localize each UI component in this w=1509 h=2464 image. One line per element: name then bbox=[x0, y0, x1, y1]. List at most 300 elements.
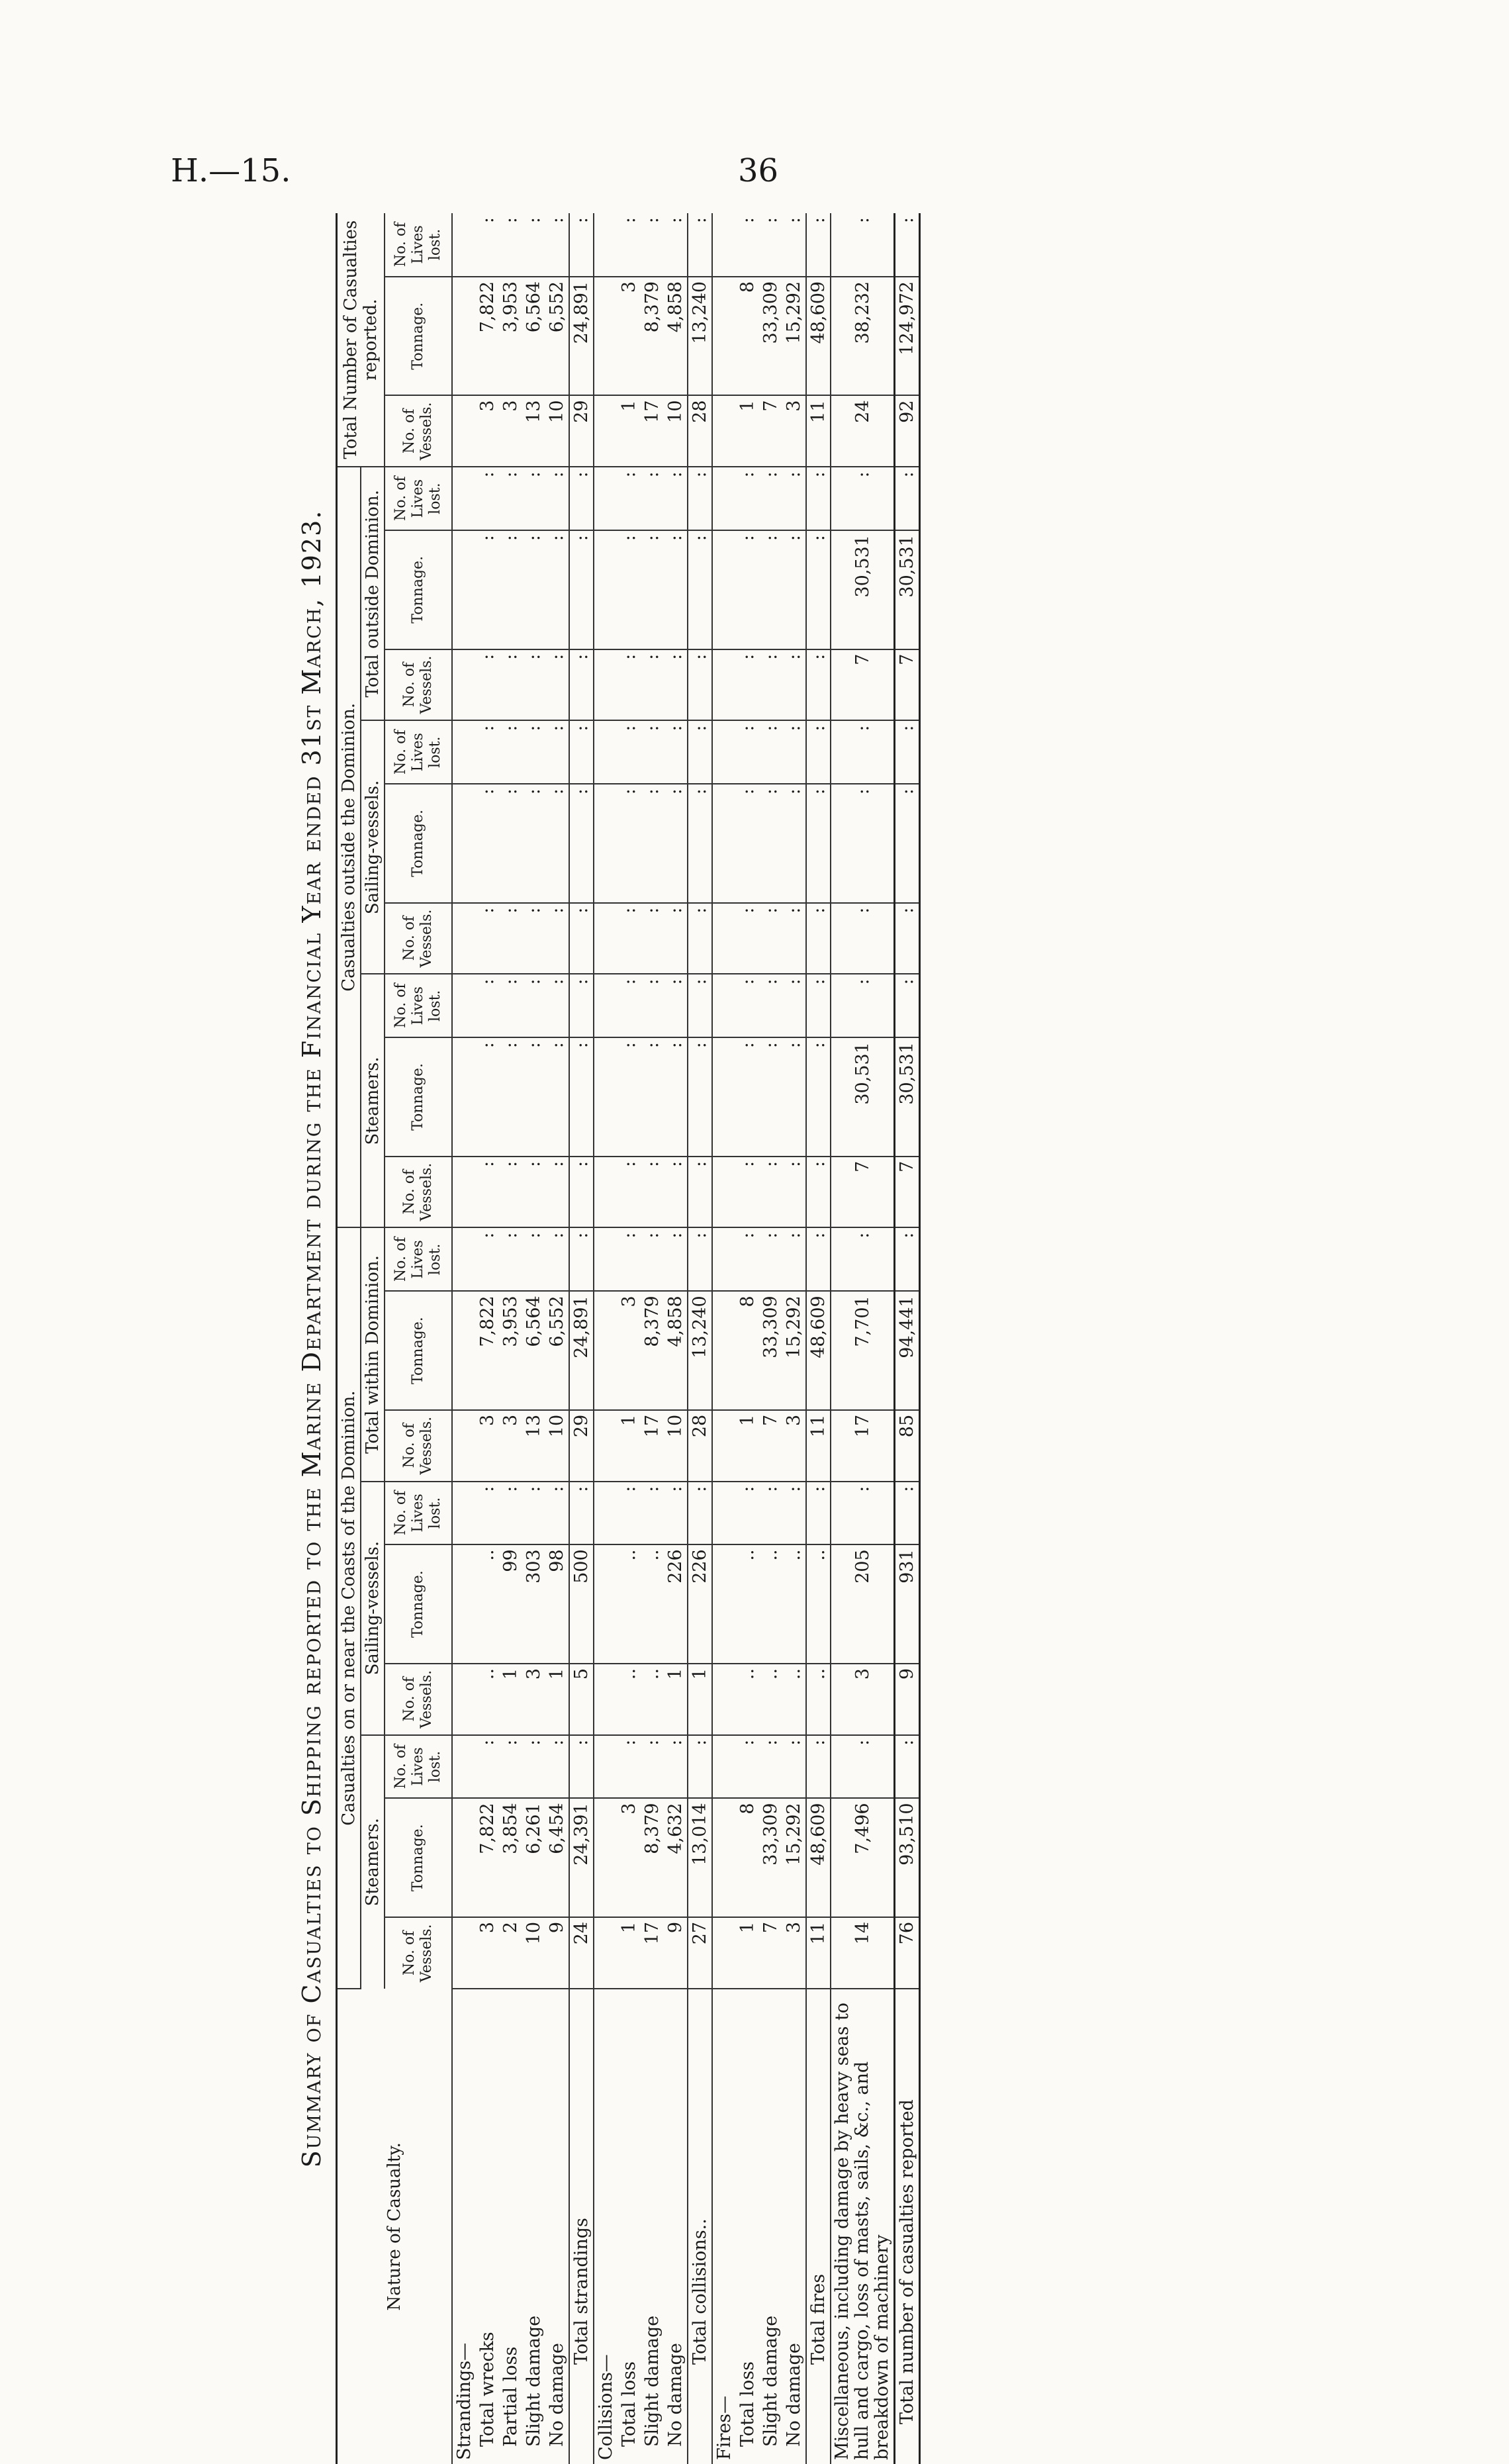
empty-cell bbox=[712, 784, 736, 903]
cell-sv_t: .. bbox=[806, 1544, 831, 1664]
subheader-vessels: No. of Vessels. bbox=[385, 1157, 452, 1228]
empty-cell bbox=[452, 1157, 476, 1228]
cell-sv_l: : bbox=[569, 1482, 594, 1545]
cell-tw_v: 29 bbox=[569, 1410, 594, 1482]
cell-st_l: : bbox=[617, 1735, 641, 1799]
cell-tw_t: 15,292 bbox=[782, 1291, 806, 1410]
table-row bbox=[759, 213, 782, 2464]
cell-tot_v: 3 bbox=[782, 395, 806, 467]
cell-ost_v: : bbox=[476, 1157, 499, 1228]
cell-tw_t: 6,564 bbox=[522, 1291, 545, 1410]
subheader-lives: No. of Lives lost. bbox=[385, 467, 452, 530]
cell-tot_v: 92 bbox=[895, 395, 920, 467]
empty-cell bbox=[712, 1664, 736, 1735]
empty-cell bbox=[452, 1735, 476, 1799]
cell-st_v: 27 bbox=[688, 1917, 712, 1989]
empty-cell bbox=[712, 1037, 736, 1157]
cell-to_l: : bbox=[759, 467, 782, 530]
cell-st_v: 9 bbox=[545, 1917, 569, 1989]
empty-cell bbox=[452, 974, 476, 1037]
table-row bbox=[895, 213, 920, 2464]
cell-tw_l: : bbox=[545, 1227, 569, 1291]
cell-tot_l: : bbox=[545, 213, 569, 277]
cell-sv_l: : bbox=[782, 1482, 806, 1545]
cell-tot_t: 4,858 bbox=[664, 277, 688, 396]
cell-tw_t: 3,953 bbox=[499, 1291, 522, 1410]
cell-osv_t: : bbox=[569, 784, 594, 903]
empty-cell bbox=[594, 649, 617, 721]
cell-sv_t: .. bbox=[759, 1544, 782, 1664]
cell-to_l: : bbox=[522, 467, 545, 530]
cell-st_v: 11 bbox=[806, 1917, 831, 1989]
empty-cell bbox=[594, 277, 617, 396]
cell-to_v: : bbox=[736, 649, 759, 721]
cell-tot_v: 3 bbox=[499, 395, 522, 467]
cell-tot_l: : bbox=[522, 213, 545, 277]
cell-tot_l: : bbox=[569, 213, 594, 277]
empty-cell bbox=[712, 1544, 736, 1664]
cell-ost_l: : bbox=[688, 974, 712, 1037]
empty-cell bbox=[452, 1798, 476, 1917]
cell-st_l: : bbox=[782, 1735, 806, 1799]
cell-st_t: 48,609 bbox=[806, 1798, 831, 1917]
cell-ost_v: : bbox=[499, 1157, 522, 1228]
row-label: No damage bbox=[784, 2343, 804, 2447]
cell-tot_l: : bbox=[641, 213, 664, 277]
section-row bbox=[594, 213, 617, 2464]
cell-osv_l: : bbox=[688, 720, 712, 784]
cell-to_v: : bbox=[806, 649, 831, 721]
cell-sv_t: .. bbox=[782, 1544, 806, 1664]
cell-st_l: : bbox=[806, 1735, 831, 1799]
cell-tw_v: 10 bbox=[664, 1410, 688, 1482]
subheader-lives: No. of Lives lost. bbox=[385, 1227, 452, 1291]
cell-tw_v: 7 bbox=[759, 1410, 782, 1482]
cell-tot_t: 24,891 bbox=[569, 277, 594, 396]
empty-cell bbox=[712, 1291, 736, 1410]
cell-tw_l: : bbox=[782, 1227, 806, 1291]
cell-tot_t: 38,232 bbox=[831, 277, 895, 396]
cell-tw_l: : bbox=[499, 1227, 522, 1291]
cell-st_l: : bbox=[664, 1735, 688, 1799]
cell-to_v: : bbox=[759, 649, 782, 721]
cell-sv_t: 500 bbox=[569, 1544, 594, 1664]
cell-osv_l: : bbox=[664, 720, 688, 784]
cell-sv_v: .. bbox=[617, 1664, 641, 1735]
cell-sv_v: 3 bbox=[522, 1664, 545, 1735]
cell-tot_v: 10 bbox=[664, 395, 688, 467]
row-label: Total loss bbox=[737, 2361, 758, 2447]
empty-cell bbox=[712, 1735, 736, 1799]
empty-cell bbox=[452, 1544, 476, 1664]
cell-sv_v: 5 bbox=[569, 1664, 594, 1735]
subheader-lives: No. of Lives lost. bbox=[385, 974, 452, 1037]
empty-cell bbox=[594, 395, 617, 467]
cell-to_v: : bbox=[522, 649, 545, 721]
empty-cell bbox=[452, 530, 476, 649]
cell-sv_v: 1 bbox=[664, 1664, 688, 1735]
empty-cell bbox=[712, 1410, 736, 1482]
cell-osv_l: : bbox=[641, 720, 664, 784]
empty-cell bbox=[712, 903, 736, 974]
cell-to_l: : bbox=[806, 467, 831, 530]
empty-cell bbox=[594, 1544, 617, 1664]
cell-st_t: 4,632 bbox=[664, 1798, 688, 1917]
cell-osv_v: : bbox=[831, 903, 895, 974]
empty-cell bbox=[712, 530, 736, 649]
cell-to_v: : bbox=[476, 649, 499, 721]
cell-st_v: 7 bbox=[759, 1917, 782, 1989]
cell-ost_t: : bbox=[641, 1037, 664, 1157]
cell-osv_l: : bbox=[545, 720, 569, 784]
cell-st_v: 9 bbox=[664, 1917, 688, 1989]
empty-cell bbox=[712, 1917, 736, 1989]
cell-ost_t: 30,531 bbox=[895, 1037, 920, 1157]
empty-cell bbox=[594, 784, 617, 903]
cell-sv_v: 3 bbox=[831, 1664, 895, 1735]
table-row bbox=[476, 213, 499, 2464]
cell-ost_v: : bbox=[806, 1157, 831, 1228]
cell-to_v: 7 bbox=[895, 649, 920, 721]
cell-osv_l: : bbox=[617, 720, 641, 784]
cell-st_l: : bbox=[688, 1735, 712, 1799]
empty-cell bbox=[594, 467, 617, 530]
cell-tot_l: : bbox=[736, 213, 759, 277]
cell-ost_v: : bbox=[736, 1157, 759, 1228]
cell-st_v: 2 bbox=[499, 1917, 522, 1989]
cell-osv_v: : bbox=[895, 903, 920, 974]
cell-tot_v: 10 bbox=[545, 395, 569, 467]
cell-osv_v: : bbox=[545, 903, 569, 974]
cell-st_t: 6,454 bbox=[545, 1798, 569, 1917]
cell-ost_l: : bbox=[545, 974, 569, 1037]
empty-cell bbox=[452, 1291, 476, 1410]
cell-tw_l: : bbox=[476, 1227, 499, 1291]
cell-tw_t: 7,822 bbox=[476, 1291, 499, 1410]
cell-st_l: : bbox=[476, 1735, 499, 1799]
empty-cell bbox=[594, 1157, 617, 1228]
cell-osv_t: : bbox=[476, 784, 499, 903]
cell-sv_t: 226 bbox=[688, 1544, 712, 1664]
cell-sv_l: : bbox=[688, 1482, 712, 1545]
cell-tw_v: 11 bbox=[806, 1410, 831, 1482]
page-number: 36 bbox=[738, 152, 779, 189]
cell-tot_l: : bbox=[664, 213, 688, 277]
cell-tot_t: 3 bbox=[617, 277, 641, 396]
cell-sv_v: 9 bbox=[895, 1664, 920, 1735]
table-row bbox=[617, 213, 641, 2464]
cell-st_t: 7,822 bbox=[476, 1798, 499, 1917]
row-label: Slight damage bbox=[524, 2315, 544, 2447]
cell-tot_l: : bbox=[617, 213, 641, 277]
cell-sv_v: 1 bbox=[688, 1664, 712, 1735]
cell-osv_v: : bbox=[688, 903, 712, 974]
cell-sv_v: .. bbox=[782, 1664, 806, 1735]
cell-st_t: 33,309 bbox=[759, 1798, 782, 1917]
cell-ost_v: : bbox=[759, 1157, 782, 1228]
cell-sv_l: : bbox=[895, 1482, 920, 1545]
cell-ost_v: : bbox=[545, 1157, 569, 1228]
cell-ost_l: : bbox=[499, 974, 522, 1037]
empty-cell bbox=[452, 1482, 476, 1545]
cell-ost_v: : bbox=[617, 1157, 641, 1228]
empty-cell bbox=[594, 903, 617, 974]
cell-osv_t: : bbox=[617, 784, 641, 903]
cell-to_t: : bbox=[806, 530, 831, 649]
cell-tot_v: 11 bbox=[806, 395, 831, 467]
header-on-coasts: Casualties on or near the Coasts of the Dominion. bbox=[337, 1227, 361, 1988]
cell-sv_v: 1 bbox=[545, 1664, 569, 1735]
cell-osv_t: : bbox=[499, 784, 522, 903]
cell-tw_v: 3 bbox=[499, 1410, 522, 1482]
cell-ost_v: : bbox=[522, 1157, 545, 1228]
cell-tw_t: 48,609 bbox=[806, 1291, 831, 1410]
empty-cell bbox=[594, 974, 617, 1037]
header-total-outside: Total outside Dominion. bbox=[361, 467, 385, 720]
cell-tw_t: 4,858 bbox=[664, 1291, 688, 1410]
empty-cell bbox=[712, 395, 736, 467]
cell-tw_t: 8,379 bbox=[641, 1291, 664, 1410]
cell-osv_l: : bbox=[806, 720, 831, 784]
cell-osv_t: : bbox=[641, 784, 664, 903]
cell-osv_v: : bbox=[759, 903, 782, 974]
cell-tot_l: : bbox=[806, 213, 831, 277]
cell-tot_l: : bbox=[476, 213, 499, 277]
cell-sv_t: .. bbox=[476, 1544, 499, 1664]
empty-cell bbox=[452, 1410, 476, 1482]
table-row bbox=[641, 213, 664, 2464]
cell-ost_v: : bbox=[688, 1157, 712, 1228]
table-row bbox=[736, 213, 759, 2464]
cell-osv_l: : bbox=[831, 720, 895, 784]
cell-osv_l: : bbox=[895, 720, 920, 784]
cell-ost_t: : bbox=[688, 1037, 712, 1157]
cell-tw_t: 33,309 bbox=[759, 1291, 782, 1410]
page-header bbox=[0, 152, 1509, 205]
cell-tot_t: 124,972 bbox=[895, 277, 920, 396]
cell-ost_t: : bbox=[499, 1037, 522, 1157]
cell-ost_l: : bbox=[831, 974, 895, 1037]
cell-tot_t: 8 bbox=[736, 277, 759, 396]
cell-osv_t: : bbox=[782, 784, 806, 903]
empty-cell bbox=[452, 1664, 476, 1735]
cell-tw_t: 8 bbox=[736, 1291, 759, 1410]
empty-cell bbox=[712, 1798, 736, 1917]
subheader-vessels: No. of Vessels. bbox=[385, 1917, 452, 1989]
cell-st_l: : bbox=[831, 1735, 895, 1799]
subheader-tonnage: Tonnage. bbox=[385, 784, 452, 903]
cell-tw_t: 24,891 bbox=[569, 1291, 594, 1410]
cell-to_t: : bbox=[782, 530, 806, 649]
cell-ost_l: : bbox=[569, 974, 594, 1037]
table-row bbox=[664, 213, 688, 2464]
document-reference: H.—15. bbox=[171, 152, 291, 189]
row-label: Miscellaneous, including damage by heavy seas to hull and cargo, loss of masts, sails, &c., and breakdown of machinery bbox=[832, 2002, 892, 2460]
cell-to_l: : bbox=[688, 467, 712, 530]
empty-cell bbox=[452, 1037, 476, 1157]
cell-to_t: 30,531 bbox=[895, 530, 920, 649]
cell-to_v: : bbox=[782, 649, 806, 721]
cell-to_l: : bbox=[831, 467, 895, 530]
cell-tw_v: 13 bbox=[522, 1410, 545, 1482]
cell-ost_t: : bbox=[782, 1037, 806, 1157]
cell-osv_t: : bbox=[736, 784, 759, 903]
empty-cell bbox=[594, 1735, 617, 1799]
cell-osv_v: : bbox=[617, 903, 641, 974]
subheader-vessels: No. of Vessels. bbox=[385, 1410, 452, 1482]
cell-tw_l: : bbox=[736, 1227, 759, 1291]
empty-cell bbox=[594, 1227, 617, 1291]
table-row bbox=[522, 213, 545, 2464]
header-steamers-outside: Steamers. bbox=[361, 974, 385, 1227]
cell-tw_l: : bbox=[641, 1227, 664, 1291]
empty-cell bbox=[452, 720, 476, 784]
cell-sv_v: .. bbox=[641, 1664, 664, 1735]
cell-osv_l: : bbox=[782, 720, 806, 784]
cell-ost_v: : bbox=[569, 1157, 594, 1228]
cell-ost_v: : bbox=[782, 1157, 806, 1228]
cell-ost_l: : bbox=[895, 974, 920, 1037]
subheader-tonnage: Tonnage. bbox=[385, 1037, 452, 1157]
cell-osv_v: : bbox=[569, 903, 594, 974]
subheader-vessels: No. of Vessels. bbox=[385, 903, 452, 974]
cell-tot_t: 13,240 bbox=[688, 277, 712, 396]
table-row bbox=[545, 213, 569, 2464]
cell-tot_l: : bbox=[895, 213, 920, 277]
cell-ost_t: 30,531 bbox=[831, 1037, 895, 1157]
section-heading: Collisions— bbox=[596, 2354, 616, 2460]
subheader-lives: No. of Lives lost. bbox=[385, 720, 452, 784]
cell-sv_l: : bbox=[499, 1482, 522, 1545]
cell-to_v: : bbox=[569, 649, 594, 721]
cell-tw_v: 17 bbox=[641, 1410, 664, 1482]
cell-to_t: : bbox=[641, 530, 664, 649]
cell-sv_l: : bbox=[759, 1482, 782, 1545]
empty-cell bbox=[712, 649, 736, 721]
row-label: Total collisions.. bbox=[688, 1989, 712, 2464]
cell-ost_l: : bbox=[476, 974, 499, 1037]
row-label: Slight damage bbox=[760, 2315, 781, 2447]
cell-st_v: 17 bbox=[641, 1917, 664, 1989]
cell-tw_l: : bbox=[806, 1227, 831, 1291]
cell-tw_l: : bbox=[569, 1227, 594, 1291]
cell-to_t: : bbox=[476, 530, 499, 649]
cell-to_t: : bbox=[499, 530, 522, 649]
cell-to_l: : bbox=[569, 467, 594, 530]
cell-tw_l: : bbox=[759, 1227, 782, 1291]
header-outside: Casualties outside the Dominion. bbox=[337, 467, 361, 1227]
cell-osv_v: : bbox=[664, 903, 688, 974]
cell-osv_t: : bbox=[759, 784, 782, 903]
cell-sv_v: 1 bbox=[499, 1664, 522, 1735]
cell-to_t: : bbox=[522, 530, 545, 649]
cell-sv_t: .. bbox=[736, 1544, 759, 1664]
row-label: Total wrecks bbox=[477, 2332, 498, 2447]
cell-to_l: : bbox=[782, 467, 806, 530]
section-row bbox=[712, 213, 736, 2464]
cell-ost_v: : bbox=[641, 1157, 664, 1228]
cell-st_v: 24 bbox=[569, 1917, 594, 1989]
cell-ost_l: : bbox=[759, 974, 782, 1037]
cell-to_v: : bbox=[617, 649, 641, 721]
cell-st_l: : bbox=[499, 1735, 522, 1799]
empty-cell bbox=[452, 277, 476, 396]
cell-tot_l: : bbox=[782, 213, 806, 277]
cell-sv_l: : bbox=[522, 1482, 545, 1545]
table-row bbox=[499, 213, 522, 2464]
cell-st_l: : bbox=[736, 1735, 759, 1799]
cell-osv_t: : bbox=[806, 784, 831, 903]
cell-sv_v: .. bbox=[806, 1664, 831, 1735]
row-label: Partial loss bbox=[500, 2346, 521, 2447]
table-row bbox=[806, 213, 831, 2464]
cell-ost_t: : bbox=[736, 1037, 759, 1157]
cell-osv_v: : bbox=[782, 903, 806, 974]
subheader-tonnage: Tonnage. bbox=[385, 1291, 452, 1410]
cell-sv_t: 303 bbox=[522, 1544, 545, 1664]
cell-osv_v: : bbox=[522, 903, 545, 974]
header-nature: Nature of Casualty. bbox=[337, 1989, 453, 2464]
header-sailing-outside: Sailing-vessels. bbox=[361, 720, 385, 974]
cell-st_t: 3,854 bbox=[499, 1798, 522, 1917]
row-label: Total fires bbox=[806, 1989, 831, 2464]
cell-st_l: : bbox=[895, 1735, 920, 1799]
empty-cell bbox=[594, 530, 617, 649]
cell-tw_l: : bbox=[895, 1227, 920, 1291]
cell-ost_l: : bbox=[806, 974, 831, 1037]
cell-tw_t: 13,240 bbox=[688, 1291, 712, 1410]
table-row bbox=[782, 213, 806, 2464]
cell-sv_t: 931 bbox=[895, 1544, 920, 1664]
row-label: No damage bbox=[665, 2343, 686, 2447]
cell-to_t: : bbox=[545, 530, 569, 649]
table-title: Summary of Casualties to Shipping reported to the Marine Department during the Financial Year ended 31st March, 1923. bbox=[297, 509, 326, 2168]
row-label: Total loss bbox=[619, 2361, 639, 2447]
cell-tw_v: 10 bbox=[545, 1410, 569, 1482]
cell-ost_t: : bbox=[617, 1037, 641, 1157]
cell-tw_t: 3 bbox=[617, 1291, 641, 1410]
cell-tw_t: 6,552 bbox=[545, 1291, 569, 1410]
cell-sv_l: : bbox=[664, 1482, 688, 1545]
cell-st_t: 93,510 bbox=[895, 1798, 920, 1917]
cell-sv_t: 205 bbox=[831, 1544, 895, 1664]
cell-ost_v: 7 bbox=[831, 1157, 895, 1228]
table-row bbox=[831, 213, 895, 2464]
cell-tw_v: 1 bbox=[736, 1410, 759, 1482]
cell-st_v: 1 bbox=[736, 1917, 759, 1989]
cell-tot_t: 7,822 bbox=[476, 277, 499, 396]
cell-ost_l: : bbox=[736, 974, 759, 1037]
empty-cell bbox=[594, 1798, 617, 1917]
cell-osv_t: : bbox=[688, 784, 712, 903]
empty-cell bbox=[594, 1037, 617, 1157]
cell-tw_v: 28 bbox=[688, 1410, 712, 1482]
cell-sv_v: .. bbox=[476, 1664, 499, 1735]
cell-tw_t: 94,441 bbox=[895, 1291, 920, 1410]
cell-to_v: 7 bbox=[831, 649, 895, 721]
cell-tot_v: 28 bbox=[688, 395, 712, 467]
cell-to_v: : bbox=[664, 649, 688, 721]
cell-tot_t: 6,564 bbox=[522, 277, 545, 396]
cell-sv_l: : bbox=[617, 1482, 641, 1545]
cell-to_t: : bbox=[617, 530, 641, 649]
cell-osv_t: : bbox=[545, 784, 569, 903]
cell-tot_v: 7 bbox=[759, 395, 782, 467]
subheader-lives: No. of Lives lost. bbox=[385, 1735, 452, 1799]
cell-tot_l: : bbox=[499, 213, 522, 277]
cell-tot_t: 6,552 bbox=[545, 277, 569, 396]
cell-to_t: : bbox=[736, 530, 759, 649]
